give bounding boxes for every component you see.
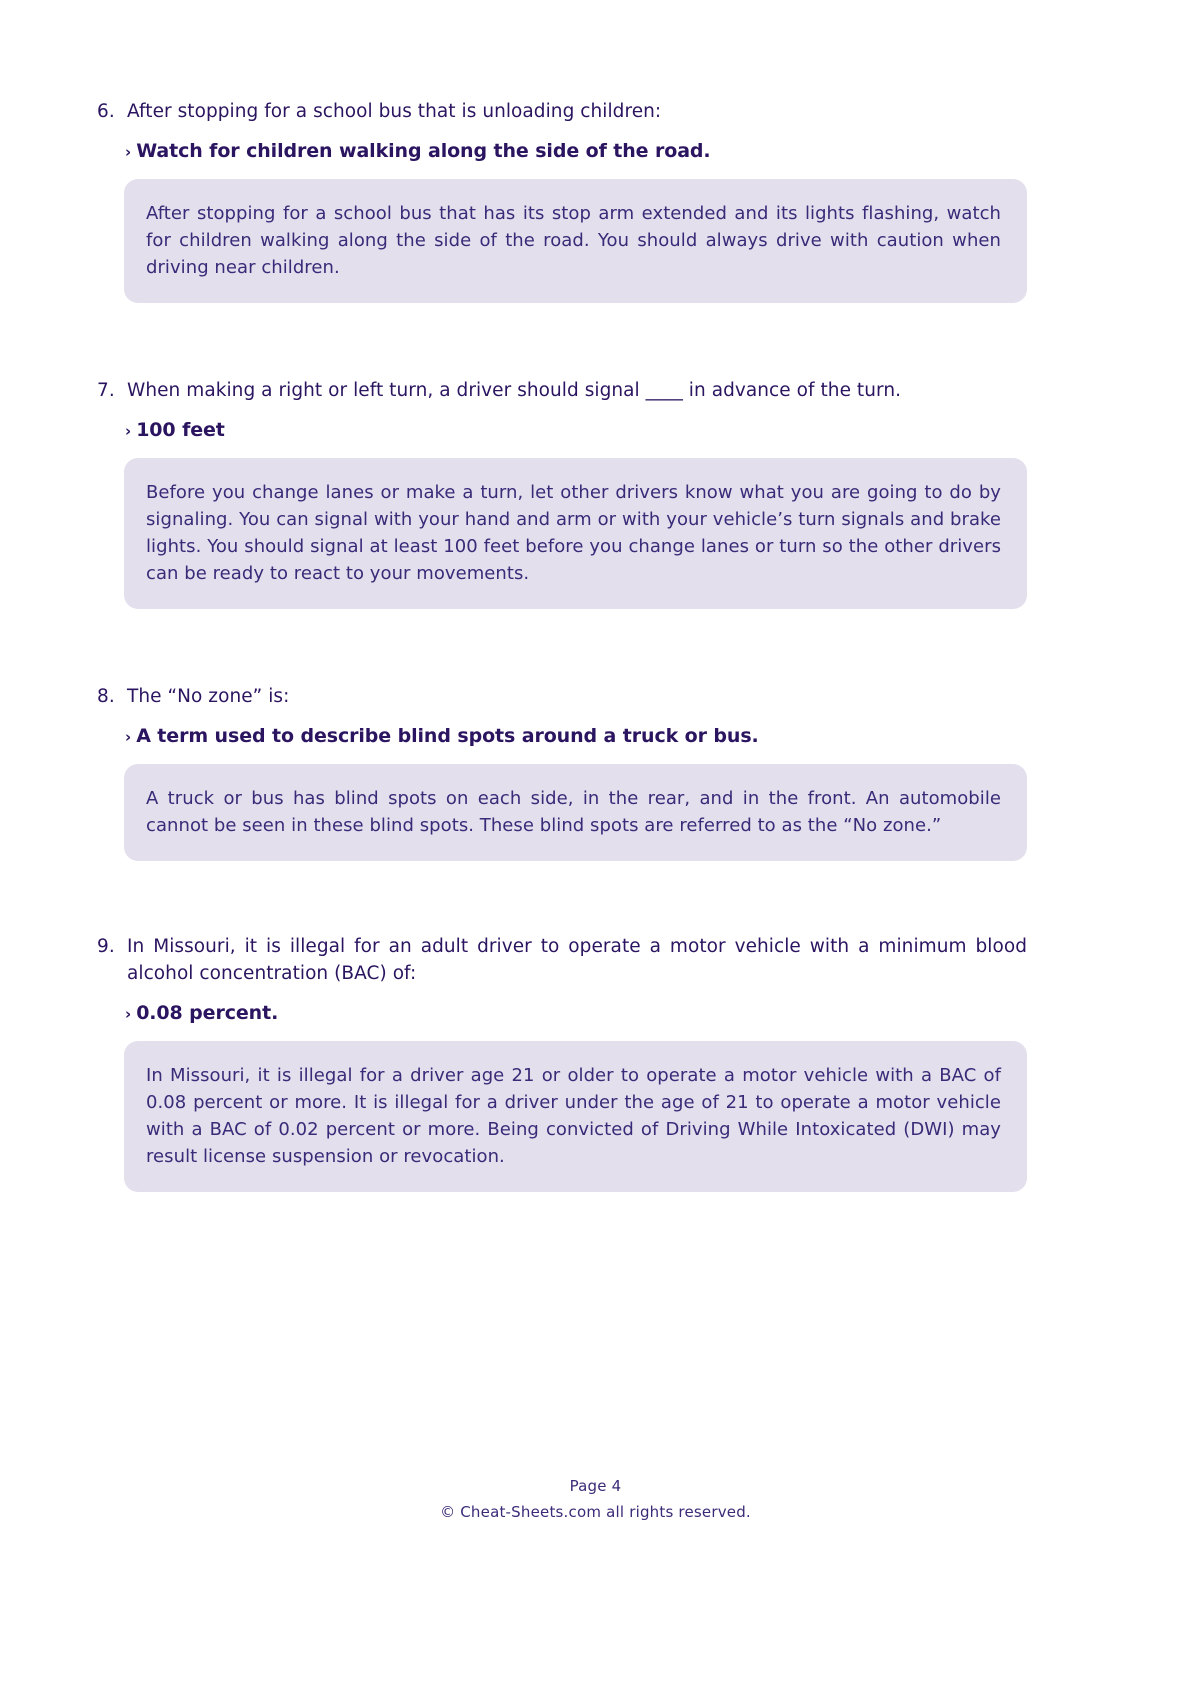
chevron-right-icon: › — [125, 728, 132, 746]
question-row — [97, 933, 1027, 987]
question-block-8 — [97, 683, 1027, 861]
explanation-box — [124, 764, 1027, 861]
question-text: When making a right or left turn, a driver should signal ____ in advance of the turn. — [127, 380, 902, 401]
question-text: The “No zone” is: — [127, 686, 290, 707]
explanation-text: In Missouri, it is illegal for a driver age 21 or older to operate a motor vehicle with a BAC of 0.08 percent or more. It is illegal for a driver under the age of 21 to operate a motor vehicle with a BAC of 0.02 percent or more. Being convicted of Driving While Intoxicated (DWI) may result license suspension or revocation. — [146, 1065, 1001, 1167]
question-number: 6. — [97, 101, 115, 122]
explanation-text: Before you change lanes or make a turn, let other drivers know what you are going to do by signaling. You can signal with your hand and arm or with your vehicle’s turn signals and brake lights. You should signal at least 100 feet before you change lanes or turn so the other drivers can be ready to react to your movements. — [146, 482, 1001, 584]
question-number: 9. — [97, 936, 115, 957]
question-row — [97, 377, 1027, 404]
page-footer — [0, 1475, 1191, 1523]
explanation-text: After stopping for a school bus that has its stop arm extended and its lights flashing, watch for children walking along the side of the road. You should always drive with caution when driving near children. — [146, 203, 1001, 278]
question-number: 7. — [97, 380, 115, 401]
question-text: In Missouri, it is illegal for an adult driver to operate a motor vehicle with a minimum blood alcohol concentration (BAC) of: — [127, 936, 1027, 984]
answer-text: 100 feet — [136, 419, 225, 441]
section-spacer — [97, 609, 1027, 683]
section-spacer — [97, 861, 1027, 933]
answer-text: Watch for children walking along the side of the road. — [136, 140, 711, 162]
question-row — [97, 98, 1027, 125]
explanation-box — [124, 1041, 1027, 1192]
footer-page-number: Page 4 — [569, 1477, 622, 1495]
question-number: 8. — [97, 686, 115, 707]
answer-row — [125, 418, 1027, 442]
question-row — [97, 683, 1027, 710]
section-spacer — [97, 303, 1027, 377]
answer-text: A term used to describe blind spots around a truck or bus. — [136, 725, 759, 747]
explanation-box — [124, 458, 1027, 609]
answer-row — [125, 139, 1027, 163]
explanation-text: A truck or bus has blind spots on each side, in the rear, and in the front. An automobile cannot be seen in these blind spots. These blind spots are referred to as the “No zone.” — [146, 788, 1001, 836]
answer-row — [125, 724, 1027, 748]
explanation-box — [124, 179, 1027, 303]
answer-row — [125, 1001, 1027, 1025]
question-block-9 — [97, 933, 1027, 1192]
page-content — [97, 98, 1027, 1192]
chevron-right-icon: › — [125, 1005, 132, 1023]
question-text: After stopping for a school bus that is unloading children: — [127, 101, 662, 122]
question-block-7 — [97, 377, 1027, 609]
footer-copyright: © Cheat-Sheets.com all rights reserved. — [440, 1503, 751, 1521]
answer-text: 0.08 percent. — [136, 1002, 279, 1024]
chevron-right-icon: › — [125, 422, 132, 440]
chevron-right-icon: › — [125, 143, 132, 161]
question-block-6 — [97, 98, 1027, 303]
